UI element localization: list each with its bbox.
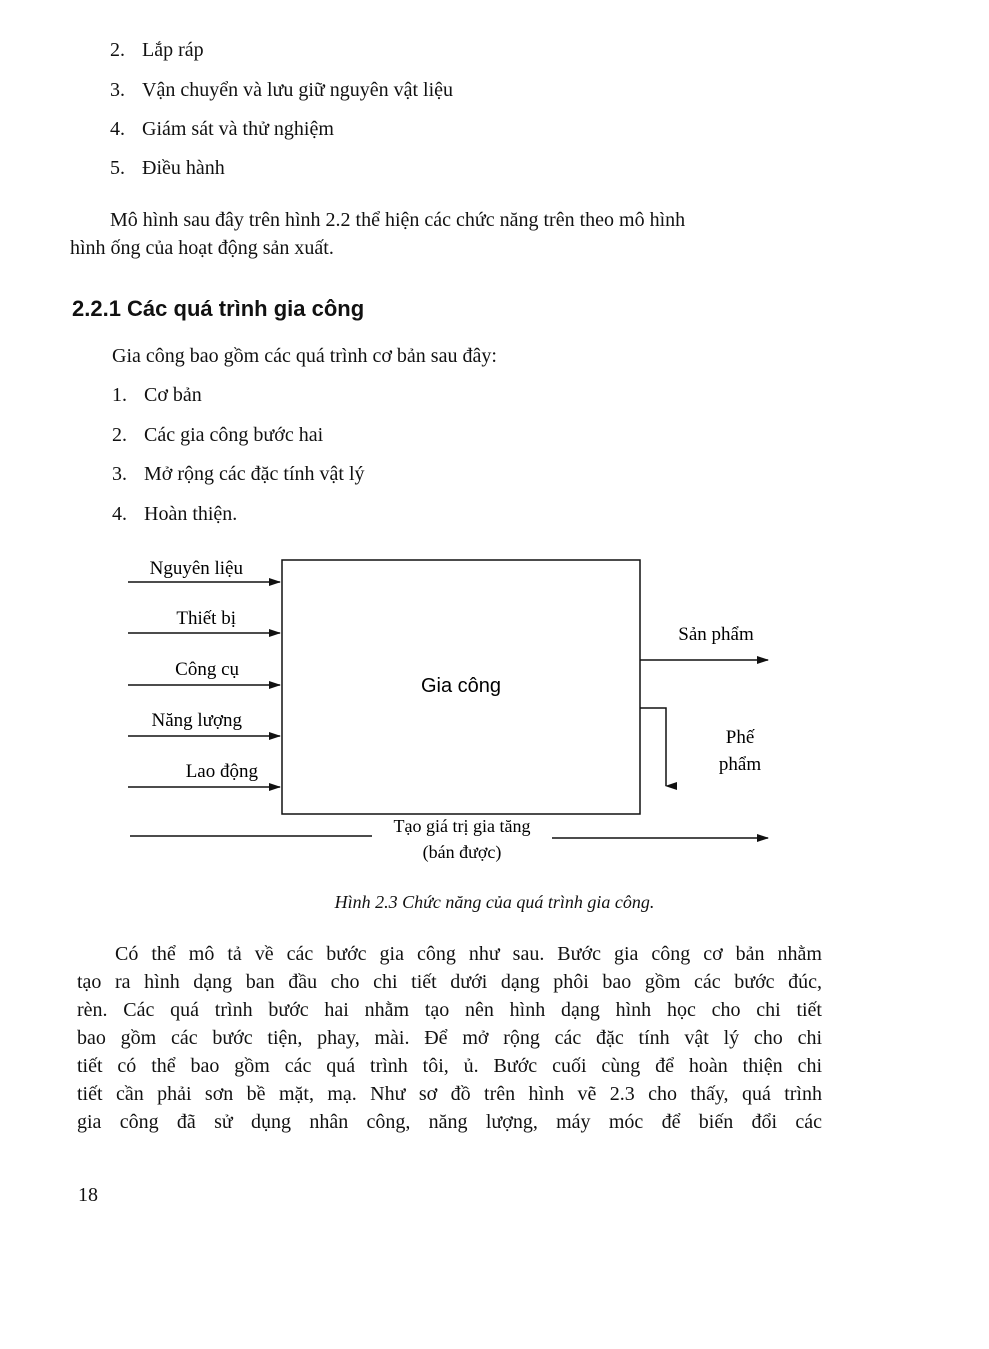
process-diagram: [0, 545, 989, 875]
list-item: 4. Hoàn thiện.: [112, 503, 238, 525]
input-label: Năng lượng: [151, 710, 242, 731]
list-item: 2. Lắp ráp: [110, 39, 204, 61]
body-line: tiết có thể bao gồm các quá trình tôi, ủ. Bước cuối cùng để hoàn thiện chi: [77, 1055, 822, 1077]
input-label: Lao động: [185, 761, 258, 782]
body-line: Có thể mô tả về các bước gia công như sau. Bước gia công cơ bản nhằm: [115, 943, 822, 965]
output-product-label: Sản phẩm: [678, 624, 754, 645]
list-item: 5. Điều hành: [110, 157, 225, 179]
intro-paragraph-line: hình ống của hoạt động sản xuất.: [70, 237, 334, 259]
value-label: Tạo giá trị gia tăng: [393, 816, 531, 836]
body-line: tiết cần phải sơn bề mặt, mạ. Như sơ đồ trên hình vẽ 2.3 cho thấy, quá trình: [77, 1083, 822, 1105]
list-item: 3. Vận chuyển và lưu giữ nguyên vật liệu: [110, 79, 454, 101]
list-item: 1. Cơ bản: [112, 384, 202, 406]
output-waste-label: Phế: [725, 727, 755, 748]
section-lead: Gia công bao gồm các quá trình cơ bản sau đây:: [112, 345, 497, 367]
body-line: rèn. Các quá trình bước hai nhằm tạo nên hình dạng hình học cho chi tiết: [77, 999, 822, 1021]
figure-caption: Hình 2.3 Chức năng của quá trình gia công.: [334, 892, 655, 912]
page-number: 18: [78, 1184, 98, 1206]
body-line: gia công đã sử dụng nhân công, năng lượng, máy móc để biến đổi các: [77, 1111, 822, 1133]
section-heading: 2.2.1 Các quá trình gia công: [72, 296, 365, 321]
input-label: Công cụ: [175, 659, 239, 680]
value-sublabel: (bán được): [422, 842, 502, 862]
input-label: Nguyên liệu: [149, 558, 243, 579]
list-item: 2. Các gia công bước hai: [112, 424, 324, 446]
body-line: bao gồm các bước tiện, phay, mài. Để mở rộng các đặc tính vật lý cho chi: [77, 1027, 822, 1049]
input-label: Thiết bị: [176, 608, 236, 629]
output-waste-label: phẩm: [718, 754, 762, 775]
list-item: 4. Giám sát và thử nghiệm: [110, 118, 334, 140]
body-line: tạo ra hình dạng ban đầu cho chi tiết dưới dạng phôi bao gồm các bước đúc,: [77, 971, 822, 993]
intro-paragraph-line: Mô hình sau đây trên hình 2.2 thể hiện các chức năng trên theo mô hình: [110, 209, 686, 231]
list-item: 3. Mở rộng các đặc tính vật lý: [112, 463, 365, 485]
output-waste-arrow: [640, 708, 666, 786]
process-label: Gia công: [420, 675, 502, 697]
